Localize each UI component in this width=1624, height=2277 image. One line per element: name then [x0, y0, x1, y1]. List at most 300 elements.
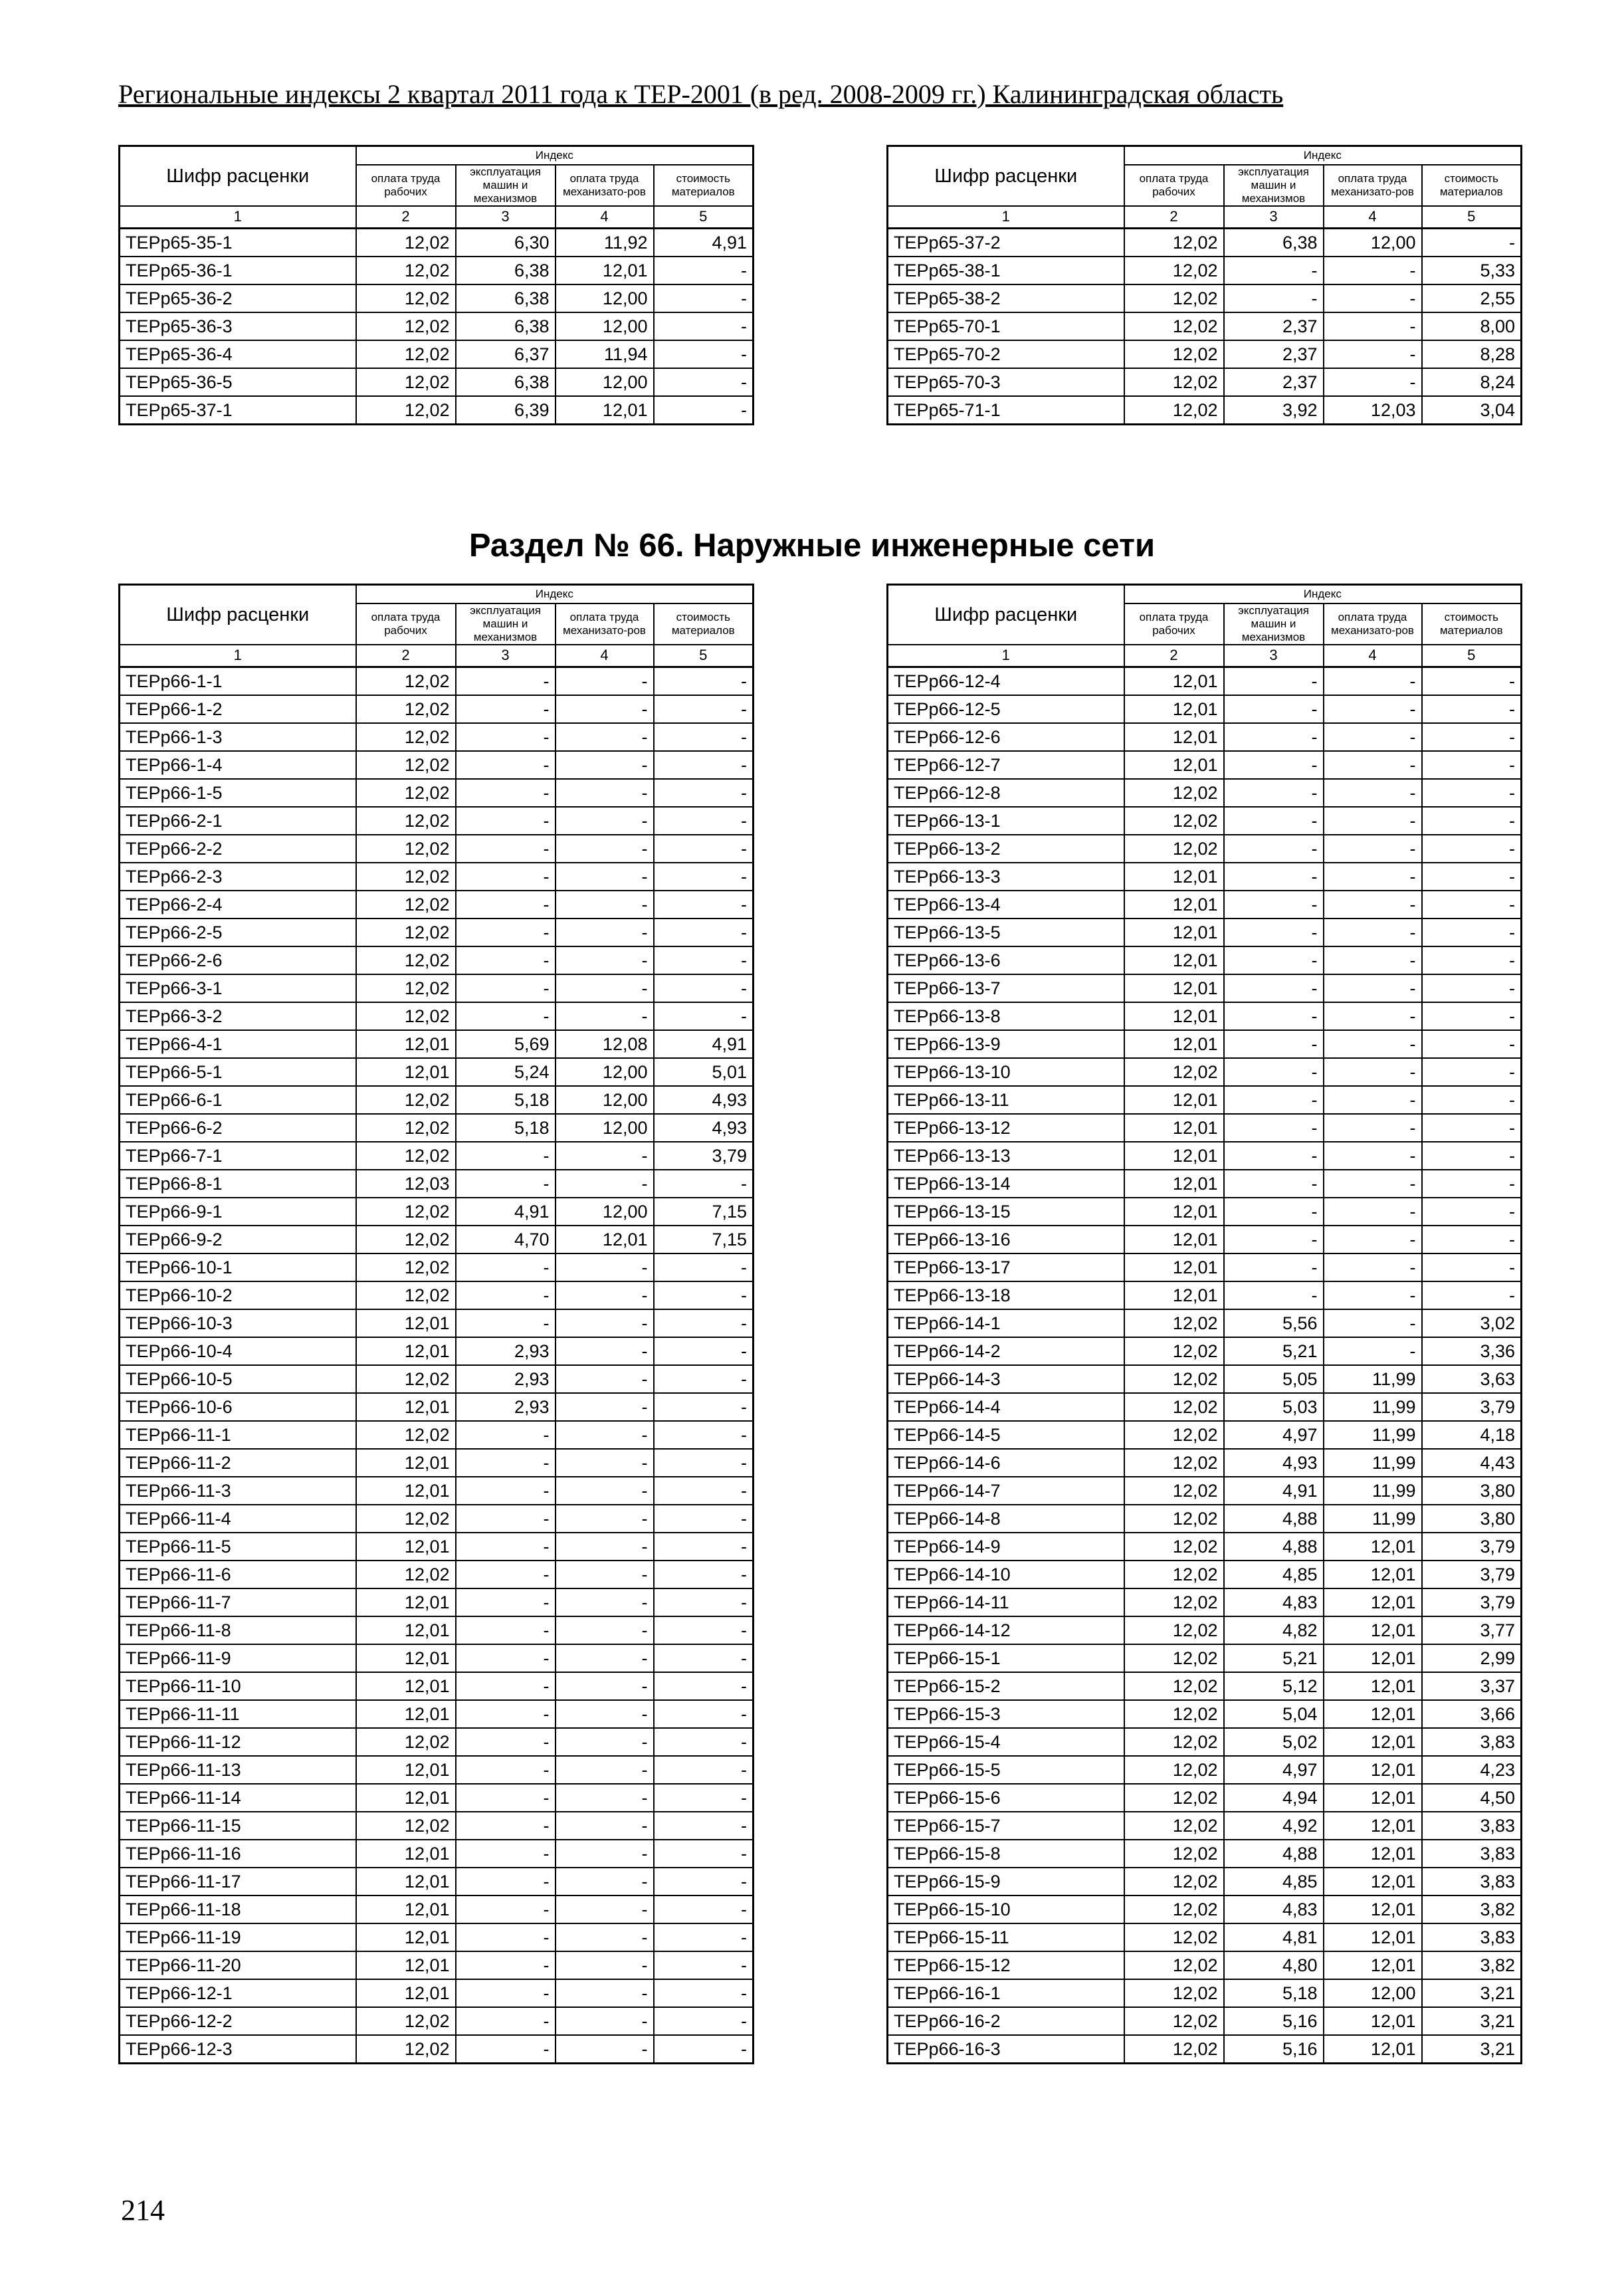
page-title: Региональные индексы 2 квартал 2011 года к ТЕР-2001 (в ред. 2008-2009 гг.) Калининградская область [118, 79, 1284, 109]
table-row [888, 1086, 1522, 1114]
machine-operation-cell: - [1224, 284, 1324, 312]
machinist-pay-cell: - [556, 1588, 654, 1616]
machine-operation-cell: 4,94 [1224, 1784, 1324, 1812]
materials-cost-cell: - [1422, 835, 1522, 863]
worker-pay-cell: 12,02 [356, 1226, 456, 1253]
rate-code-cell: ТЕРр65-36-5 [120, 368, 356, 396]
worker-pay-cell: 12,02 [1124, 807, 1224, 835]
materials-cost-cell: 4,18 [1422, 1421, 1522, 1449]
table-row [120, 1561, 754, 1588]
worker-pay-cell: 12,01 [1124, 946, 1224, 974]
machine-operation-cell: - [456, 1449, 556, 1477]
materials-cost-cell: - [1422, 1142, 1522, 1170]
materials-cost-cell: - [654, 1784, 754, 1812]
machine-operation-cell: - [1224, 751, 1324, 779]
worker-pay-header: оплата труда рабочих [1124, 165, 1224, 206]
column-number: 5 [654, 206, 754, 229]
materials-cost-cell: 3,83 [1422, 1868, 1522, 1896]
machinist-pay-cell: 12,01 [1324, 1561, 1422, 1588]
rate-code-cell: ТЕРр66-2-1 [120, 807, 356, 835]
table-row [888, 229, 1522, 257]
worker-pay-cell: 12,01 [356, 1616, 456, 1644]
table-row [120, 1365, 754, 1393]
worker-pay-cell: 12,02 [356, 1253, 456, 1281]
rate-code-cell: ТЕРр66-9-2 [120, 1226, 356, 1253]
worker-pay-cell: 12,02 [1124, 1309, 1224, 1337]
rate-code-cell: ТЕРр66-13-11 [888, 1086, 1124, 1114]
rate-code-cell: ТЕРр66-15-2 [888, 1672, 1124, 1700]
rate-code-cell: ТЕРр66-14-11 [888, 1588, 1124, 1616]
materials-cost-cell: 3,77 [1422, 1616, 1522, 1644]
machine-operation-cell: - [456, 835, 556, 863]
table-row [888, 1030, 1522, 1058]
machinist-pay-cell: - [556, 807, 654, 835]
table-row [888, 863, 1522, 891]
worker-pay-cell: 12,01 [1124, 1114, 1224, 1142]
machine-operation-cell: 6,38 [456, 257, 556, 284]
machinist-pay-cell: - [1324, 312, 1422, 340]
machine-operation-header: эксплуатация машин и механизмов [456, 603, 556, 645]
materials-cost-cell: - [654, 1923, 754, 1951]
materials-cost-cell: - [654, 974, 754, 1002]
table-row [120, 1142, 754, 1170]
machinist-pay-cell: - [1324, 974, 1422, 1002]
machine-operation-cell: 5,18 [1224, 1979, 1324, 2007]
rate-code-cell: ТЕРр66-13-3 [888, 863, 1124, 891]
rate-code-cell: ТЕРр66-11-10 [120, 1672, 356, 1700]
machinist-pay-cell: - [1324, 891, 1422, 919]
worker-pay-cell: 12,02 [356, 751, 456, 779]
worker-pay-cell: 12,03 [356, 1170, 456, 1198]
materials-cost-cell: 8,24 [1422, 368, 1522, 396]
column-number: 2 [356, 206, 456, 229]
machinist-pay-cell: - [1324, 835, 1422, 863]
worker-pay-cell: 12,01 [356, 1058, 456, 1086]
rate-code-cell: ТЕРр65-36-4 [120, 340, 356, 368]
table-row [888, 312, 1522, 340]
machinist-pay-cell: 12,01 [1324, 1896, 1422, 1923]
worker-pay-cell: 12,02 [356, 1114, 456, 1142]
machinist-pay-cell: - [1324, 340, 1422, 368]
rate-code-cell: ТЕРр66-13-18 [888, 1281, 1124, 1309]
machine-operation-cell: 4,92 [1224, 1812, 1324, 1840]
worker-pay-cell: 12,01 [356, 1896, 456, 1923]
column-number: 1 [888, 645, 1124, 667]
worker-pay-cell: 12,01 [1124, 1142, 1224, 1170]
materials-cost-cell: - [654, 835, 754, 863]
rate-code-cell: ТЕРр66-14-6 [888, 1449, 1124, 1477]
materials-cost-cell: - [654, 1644, 754, 1672]
worker-pay-cell: 12,02 [356, 1365, 456, 1393]
machinist-pay-cell: - [556, 1421, 654, 1449]
machine-operation-cell: 4,88 [1224, 1533, 1324, 1561]
machine-operation-cell: 5,21 [1224, 1337, 1324, 1365]
table-row [120, 1505, 754, 1533]
rate-code-cell: ТЕРр66-12-7 [888, 751, 1124, 779]
rate-code-cell: ТЕРр66-12-8 [888, 779, 1124, 807]
materials-cost-cell: - [654, 807, 754, 835]
table-row [120, 1616, 754, 1644]
machinist-pay-cell: 11,99 [1324, 1477, 1422, 1505]
machinist-pay-cell: - [1324, 1337, 1422, 1365]
column-number: 5 [1422, 206, 1522, 229]
materials-cost-cell: 3,21 [1422, 2007, 1522, 2035]
worker-pay-cell: 12,02 [356, 312, 456, 340]
worker-pay-cell: 12,02 [356, 695, 456, 723]
materials-cost-cell: 3,82 [1422, 1951, 1522, 1979]
rate-code-cell: ТЕРр66-13-6 [888, 946, 1124, 974]
materials-cost-cell: 3,63 [1422, 1365, 1522, 1393]
materials-cost-cell: - [1422, 1086, 1522, 1114]
table-row [888, 257, 1522, 284]
materials-cost-cell: - [654, 1449, 754, 1477]
machinist-pay-cell: - [1324, 284, 1422, 312]
worker-pay-cell: 12,01 [356, 1923, 456, 1951]
machinist-pay-cell: - [1324, 919, 1422, 946]
machine-operation-cell: - [1224, 807, 1324, 835]
table-row [888, 1449, 1522, 1477]
machinist-pay-cell: 12,00 [556, 284, 654, 312]
table-row [888, 1951, 1522, 1979]
materials-cost-cell: - [1422, 667, 1522, 696]
column-number: 1 [120, 645, 356, 667]
table-row [888, 1672, 1522, 1700]
machine-operation-cell: - [456, 1728, 556, 1756]
materials-cost-cell: 3,82 [1422, 1896, 1522, 1923]
materials-cost-cell: - [654, 1281, 754, 1309]
rate-code-cell: ТЕРр65-36-3 [120, 312, 356, 340]
machinist-pay-cell: 11,99 [1324, 1505, 1422, 1533]
machine-operation-cell: - [1224, 891, 1324, 919]
machine-operation-cell: - [1224, 695, 1324, 723]
machinist-pay-cell: 11,99 [1324, 1365, 1422, 1393]
machine-operation-cell: 4,83 [1224, 1588, 1324, 1616]
materials-cost-cell: 4,93 [654, 1114, 754, 1142]
machinist-pay-cell: - [556, 1644, 654, 1672]
rate-code-cell: ТЕРр66-13-12 [888, 1114, 1124, 1142]
materials-cost-cell: - [654, 891, 754, 919]
rate-code-cell: ТЕРр66-15-5 [888, 1756, 1124, 1784]
machinist-pay-cell: - [556, 974, 654, 1002]
machine-operation-cell: 2,93 [456, 1393, 556, 1421]
machinist-pay-cell: - [556, 1728, 654, 1756]
rate-code-cell: ТЕРр66-14-9 [888, 1533, 1124, 1561]
worker-pay-cell: 12,02 [356, 1812, 456, 1840]
table-row [888, 1198, 1522, 1226]
rate-code-cell: ТЕРр65-70-2 [888, 340, 1124, 368]
rate-code-cell: ТЕРр66-11-13 [120, 1756, 356, 1784]
rate-code-cell: ТЕРр66-10-5 [120, 1365, 356, 1393]
table-row [120, 1030, 754, 1058]
machinist-pay-cell: - [1324, 1170, 1422, 1198]
materials-cost-cell: - [654, 1253, 754, 1281]
materials-cost-cell: - [654, 2007, 754, 2035]
worker-pay-cell: 12,01 [356, 1533, 456, 1561]
machine-operation-cell: 5,18 [456, 1086, 556, 1114]
rate-code-cell: ТЕРр66-12-6 [888, 723, 1124, 751]
machine-operation-cell: - [456, 863, 556, 891]
machinist-pay-cell: - [556, 1561, 654, 1588]
machine-operation-cell: - [456, 807, 556, 835]
column-number: 2 [1124, 645, 1224, 667]
column-number: 1 [888, 206, 1124, 229]
table-row [888, 1142, 1522, 1170]
machinist-pay-cell: - [556, 1672, 654, 1700]
worker-pay-cell: 12,02 [1124, 1337, 1224, 1365]
rate-code-cell: ТЕРр66-11-2 [120, 1449, 356, 1477]
worker-pay-cell: 12,02 [1124, 340, 1224, 368]
rate-code-cell: ТЕРр66-14-1 [888, 1309, 1124, 1337]
materials-cost-cell: 3,83 [1422, 1923, 1522, 1951]
machinist-pay-cell: 12,01 [1324, 1588, 1422, 1616]
materials-cost-cell: 4,91 [654, 229, 754, 257]
table-row [888, 1700, 1522, 1728]
machine-operation-cell: - [1224, 863, 1324, 891]
materials-cost-cell: - [1422, 723, 1522, 751]
column-number: 4 [1324, 206, 1422, 229]
machinist-pay-cell: 12,00 [1324, 229, 1422, 257]
worker-pay-cell: 12,02 [356, 396, 456, 425]
rate-code-cell: ТЕРр65-35-1 [120, 229, 356, 257]
table-row [888, 368, 1522, 396]
worker-pay-cell: 12,02 [1124, 1644, 1224, 1672]
table-row [888, 1309, 1522, 1337]
machinist-pay-cell: - [1324, 257, 1422, 284]
materials-cost-cell: 3,79 [1422, 1561, 1522, 1588]
machinist-pay-cell: 12,00 [556, 1086, 654, 1114]
rate-code-cell: ТЕРр66-16-2 [888, 2007, 1124, 2035]
materials-cost-cell: - [654, 1840, 754, 1868]
section-title: Раздел № 66. Наружные инженерные сети [468, 528, 1156, 564]
column-number: 1 [120, 206, 356, 229]
table-row [120, 779, 754, 807]
machinist-pay-cell: - [1324, 1002, 1422, 1030]
table-row [120, 751, 754, 779]
rate-code-cell: ТЕРр66-10-6 [120, 1393, 356, 1421]
worker-pay-cell: 12,01 [1124, 919, 1224, 946]
machinist-pay-cell: - [556, 2035, 654, 2064]
materials-cost-cell: - [1422, 891, 1522, 919]
materials-cost-cell: 3,37 [1422, 1672, 1522, 1700]
machinist-pay-cell: - [556, 1840, 654, 1868]
machinist-pay-cell: 11,94 [556, 340, 654, 368]
materials-cost-cell: - [654, 723, 754, 751]
machine-operation-cell: - [1224, 1253, 1324, 1281]
machine-operation-cell: 4,85 [1224, 1868, 1324, 1896]
materials-cost-cell: - [654, 1756, 754, 1784]
table-row [888, 1616, 1522, 1644]
worker-pay-cell: 12,02 [1124, 1365, 1224, 1393]
materials-cost-cell: - [654, 863, 754, 891]
rate-code-cell: ТЕРр66-11-1 [120, 1421, 356, 1449]
machine-operation-cell: - [456, 1616, 556, 1644]
machine-operation-cell: 4,97 [1224, 1756, 1324, 1784]
materials-cost-cell: 3,04 [1422, 396, 1522, 425]
materials-cost-cell: - [654, 1728, 754, 1756]
worker-pay-cell: 12,01 [356, 1784, 456, 1812]
rate-code-cell: ТЕРр66-13-5 [888, 919, 1124, 946]
materials-cost-cell: 2,55 [1422, 284, 1522, 312]
machine-operation-cell: - [1224, 1086, 1324, 1114]
worker-pay-cell: 12,01 [356, 1951, 456, 1979]
table-row [888, 974, 1522, 1002]
machinist-pay-cell: - [556, 891, 654, 919]
table-row [120, 2035, 754, 2064]
worker-pay-cell: 12,02 [356, 1281, 456, 1309]
materials-cost-cell: - [654, 695, 754, 723]
rate-code-cell: ТЕРр66-11-4 [120, 1505, 356, 1533]
rate-code-cell: ТЕРр66-10-1 [120, 1253, 356, 1281]
machine-operation-cell: 2,37 [1224, 340, 1324, 368]
table-row [888, 1756, 1522, 1784]
materials-cost-cell: - [654, 1896, 754, 1923]
worker-pay-cell: 12,01 [1124, 1226, 1224, 1253]
worker-pay-cell: 12,02 [1124, 1784, 1224, 1812]
machine-operation-cell: - [456, 1840, 556, 1868]
rate-code-cell: ТЕРр66-14-8 [888, 1505, 1124, 1533]
table-row [888, 1114, 1522, 1142]
table-row [120, 1477, 754, 1505]
rate-code-cell: ТЕРр66-11-3 [120, 1477, 356, 1505]
machine-operation-cell: 2,93 [456, 1365, 556, 1393]
rate-code-cell: ТЕРр66-15-6 [888, 1784, 1124, 1812]
table-row [888, 1840, 1522, 1868]
worker-pay-cell: 12,01 [1124, 723, 1224, 751]
rate-code-cell: ТЕРр66-15-1 [888, 1644, 1124, 1672]
rate-code-cell: ТЕРр66-13-1 [888, 807, 1124, 835]
materials-cost-cell: - [654, 1309, 754, 1337]
machinist-pay-cell: 12,00 [556, 1198, 654, 1226]
materials-cost-cell: - [654, 257, 754, 284]
table-row [888, 807, 1522, 835]
column-number: 4 [556, 206, 654, 229]
materials-cost-cell: - [654, 751, 754, 779]
column-number: 3 [456, 645, 556, 667]
machinist-pay-cell: - [1324, 1142, 1422, 1170]
machinist-pay-cell: - [556, 835, 654, 863]
worker-pay-cell: 12,02 [1124, 1979, 1224, 2007]
worker-pay-cell: 12,02 [1124, 257, 1224, 284]
materials-cost-cell: 3,80 [1422, 1505, 1522, 1533]
machine-operation-cell: - [456, 1979, 556, 2007]
table-row [120, 1086, 754, 1114]
table-row [120, 1672, 754, 1700]
machinist-pay-cell: - [1324, 1086, 1422, 1114]
machinist-pay-cell: - [1324, 1253, 1422, 1281]
worker-pay-cell: 12,02 [1124, 779, 1224, 807]
worker-pay-cell: 12,01 [356, 1644, 456, 1672]
worker-pay-cell: 12,02 [356, 1002, 456, 1030]
materials-cost-cell: - [654, 1700, 754, 1728]
machine-operation-cell: 5,24 [456, 1058, 556, 1086]
machine-operation-cell: 6,38 [456, 368, 556, 396]
materials-cost-cell: 3,21 [1422, 1979, 1522, 2007]
worker-pay-cell: 12,02 [356, 1505, 456, 1533]
rate-code-cell: ТЕРр66-15-7 [888, 1812, 1124, 1840]
machine-operation-cell: 5,56 [1224, 1309, 1324, 1337]
machinist-pay-cell: - [556, 1868, 654, 1896]
worker-pay-cell: 12,02 [1124, 396, 1224, 425]
materials-cost-cell: - [654, 2035, 754, 2064]
machine-operation-cell: - [456, 1756, 556, 1784]
materials-cost-cell: 3,83 [1422, 1728, 1522, 1756]
rate-code-cell: ТЕРр66-13-2 [888, 835, 1124, 863]
rate-code-cell: ТЕРр66-14-7 [888, 1477, 1124, 1505]
machine-operation-cell: - [456, 1253, 556, 1281]
materials-cost-cell: 4,23 [1422, 1756, 1522, 1784]
machinist-pay-cell: 12,01 [556, 1226, 654, 1253]
machine-operation-cell: 5,69 [456, 1030, 556, 1058]
worker-pay-cell: 12,02 [1124, 1421, 1224, 1449]
materials-cost-cell: - [654, 396, 754, 425]
machine-operation-cell: - [456, 695, 556, 723]
table-row [120, 974, 754, 1002]
table-row [888, 1505, 1522, 1533]
table-row [120, 2007, 754, 2035]
code-column-header: Шифр расценки [888, 585, 1124, 645]
column-number: 5 [1422, 645, 1522, 667]
rate-code-cell: ТЕРр66-11-14 [120, 1784, 356, 1812]
machinist-pay-cell: - [556, 1923, 654, 1951]
table-row [120, 667, 754, 696]
table-row [120, 1588, 754, 1616]
materials-cost-cell: - [1422, 1058, 1522, 1086]
materials-cost-cell: - [654, 946, 754, 974]
machine-operation-cell: 6,39 [456, 396, 556, 425]
worker-pay-cell: 12,02 [1124, 1533, 1224, 1561]
table-row [888, 1337, 1522, 1365]
rate-code-cell: ТЕРр66-15-12 [888, 1951, 1124, 1979]
table-row [888, 723, 1522, 751]
machinist-pay-cell: 12,01 [556, 257, 654, 284]
machine-operation-header: эксплуатация машин и механизмов [1224, 603, 1324, 645]
machine-operation-cell: - [456, 1002, 556, 1030]
rate-code-cell: ТЕРр66-11-16 [120, 1840, 356, 1868]
table-row [120, 1058, 754, 1086]
rate-code-cell: ТЕРр65-70-3 [888, 368, 1124, 396]
rate-code-cell: ТЕРр66-13-16 [888, 1226, 1124, 1253]
machine-operation-cell: - [456, 1505, 556, 1533]
worker-pay-cell: 12,02 [1124, 1923, 1224, 1951]
machine-operation-cell: - [456, 1309, 556, 1337]
worker-pay-cell: 12,01 [356, 1337, 456, 1365]
worker-pay-cell: 12,02 [356, 835, 456, 863]
table-row [888, 1812, 1522, 1840]
machinist-pay-cell: - [1324, 1281, 1422, 1309]
table-row [120, 1896, 754, 1923]
rate-code-cell: ТЕРр66-15-4 [888, 1728, 1124, 1756]
table-row [888, 340, 1522, 368]
machine-operation-cell: 4,91 [456, 1198, 556, 1226]
materials-cost-cell: - [1422, 807, 1522, 835]
materials-cost-cell: 3,36 [1422, 1337, 1522, 1365]
table-row [120, 891, 754, 919]
machinist-pay-cell: 12,00 [556, 368, 654, 396]
materials-cost-cell: - [1422, 751, 1522, 779]
machinist-pay-cell: - [556, 1337, 654, 1365]
rate-code-cell: ТЕРр65-38-1 [888, 257, 1124, 284]
materials-cost-cell: - [654, 1561, 754, 1588]
table-row [120, 1253, 754, 1281]
rate-code-cell: ТЕРр66-1-2 [120, 695, 356, 723]
machinist-pay-cell: 12,00 [556, 1114, 654, 1142]
materials-cost-cell: 3,79 [1422, 1588, 1522, 1616]
rate-code-cell: ТЕРр65-37-1 [120, 396, 356, 425]
machine-operation-cell: - [1224, 779, 1324, 807]
machine-operation-cell: - [456, 919, 556, 946]
materials-cost-cell: 7,15 [654, 1198, 754, 1226]
worker-pay-cell: 12,01 [1124, 751, 1224, 779]
